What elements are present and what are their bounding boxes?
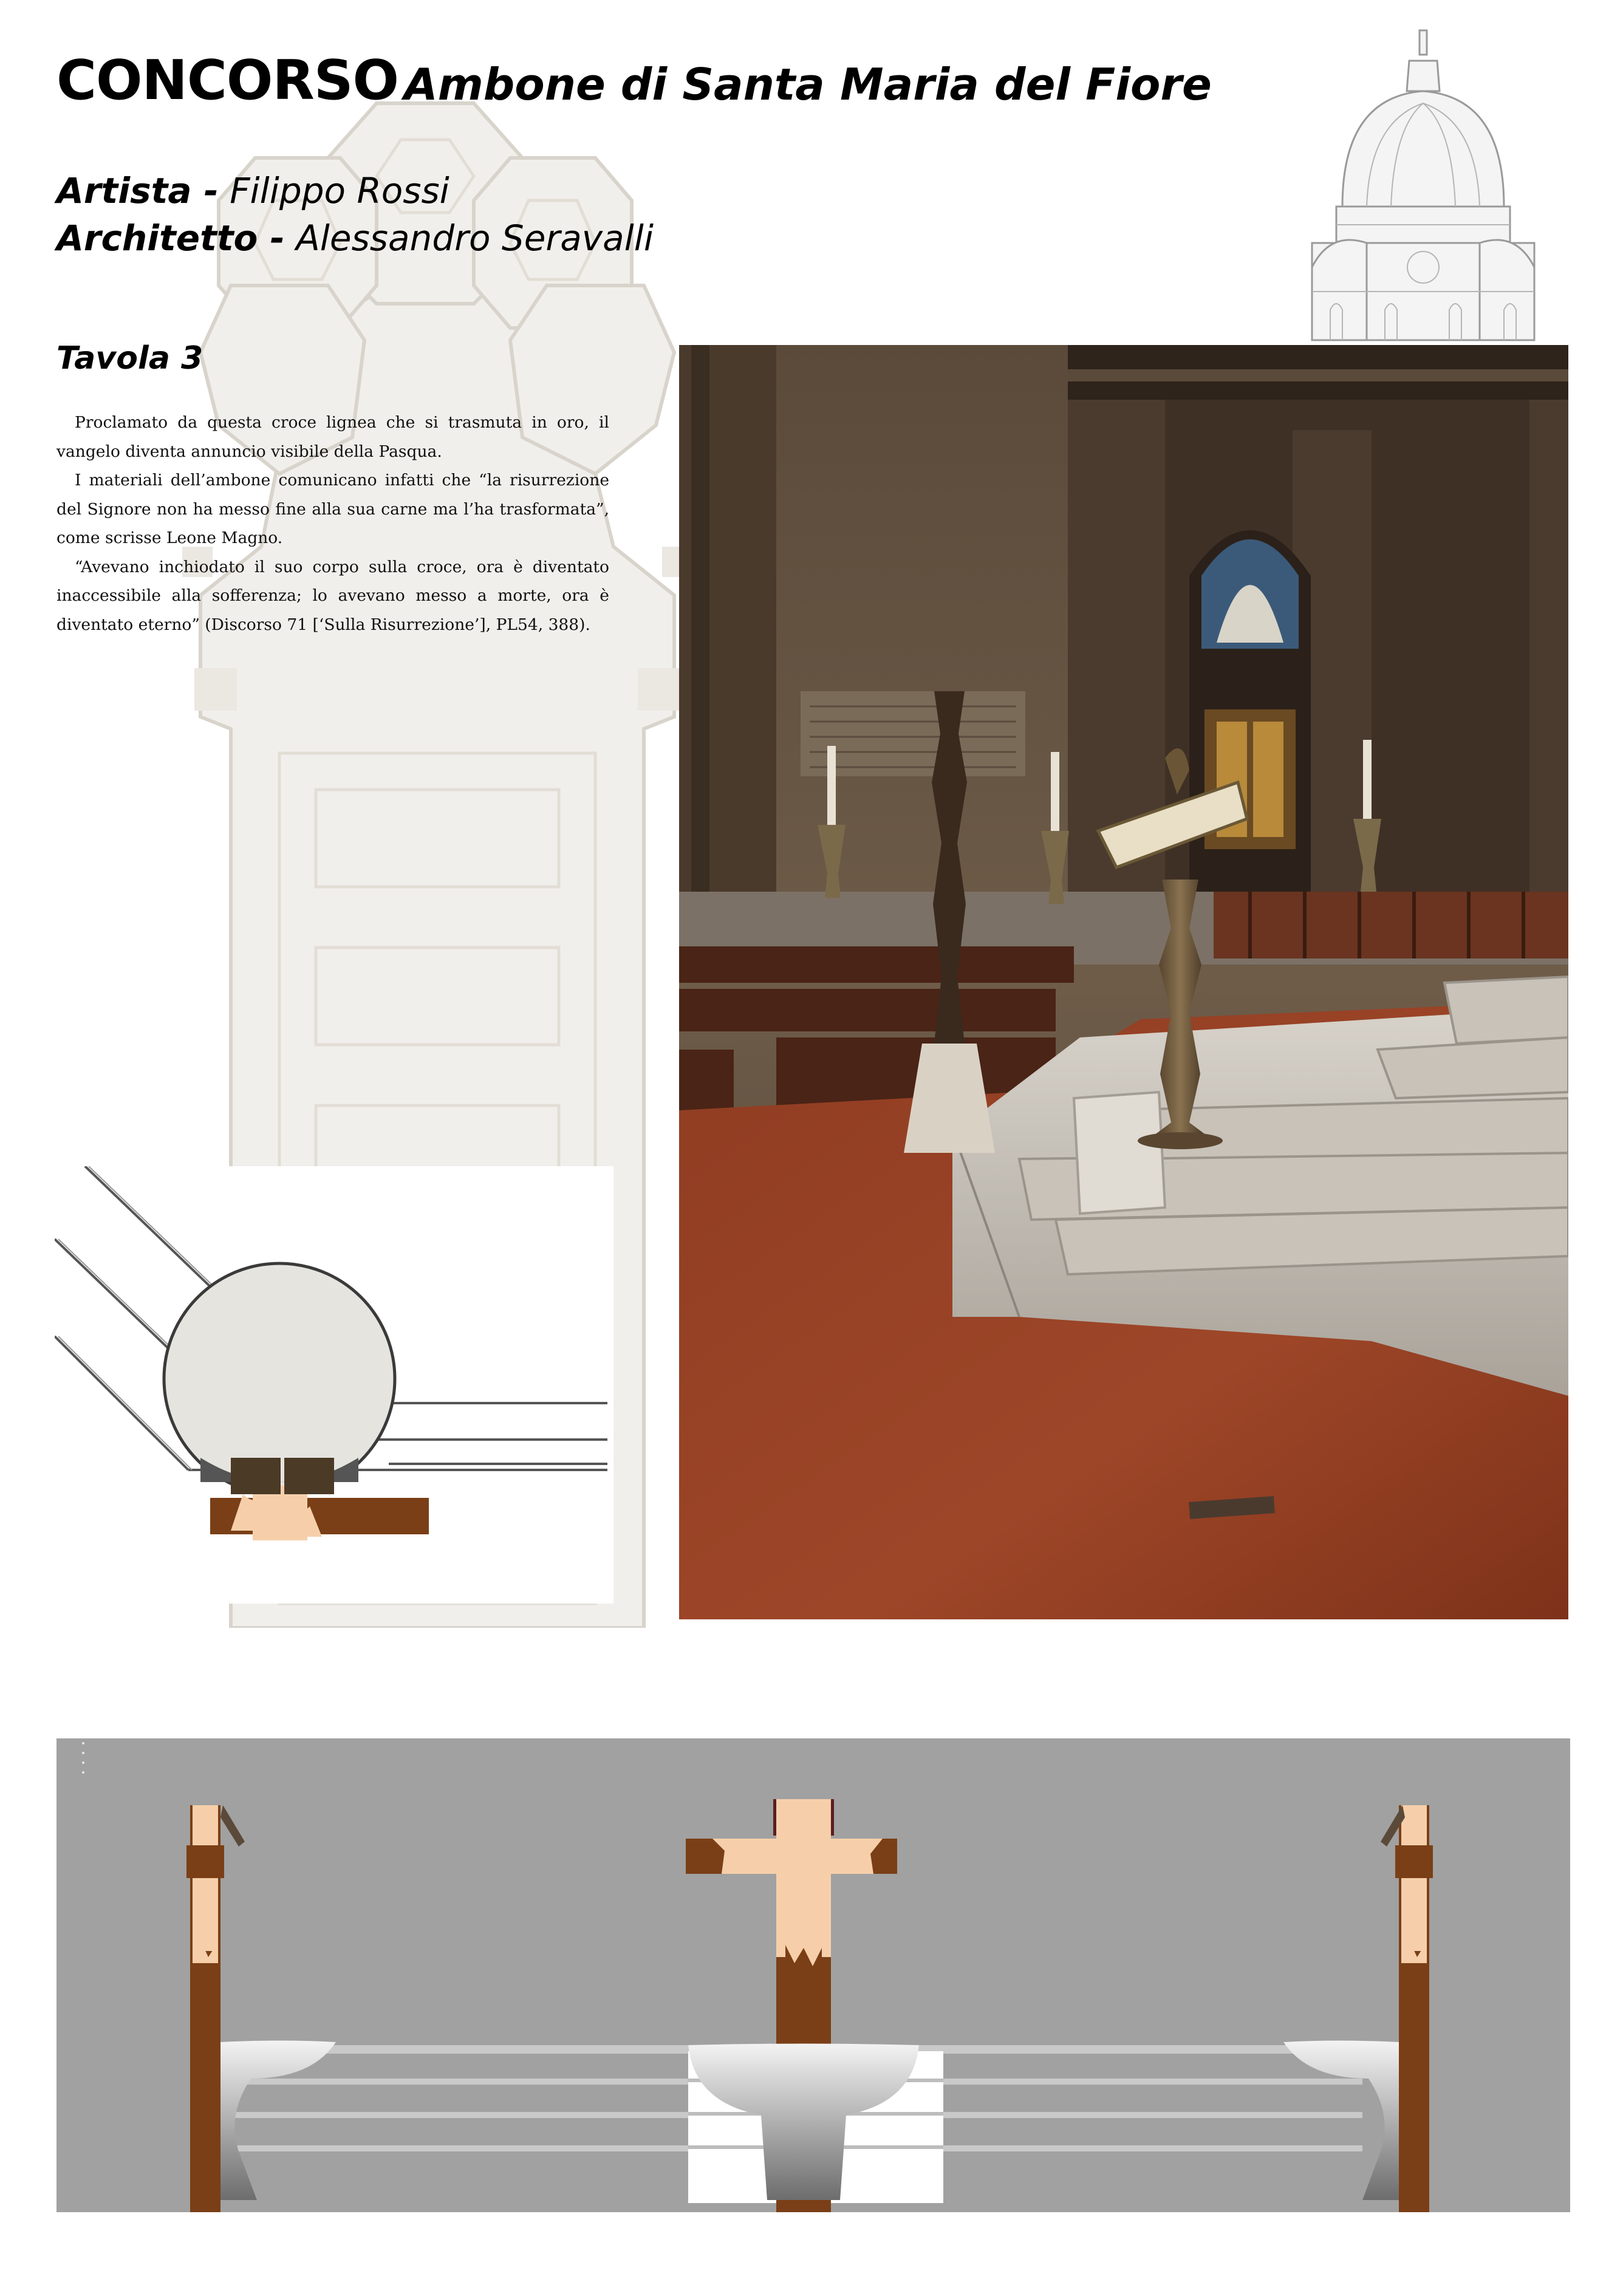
- artist-label: Artista -: [56, 170, 219, 211]
- cathedral-interior-photo: [679, 345, 1568, 1619]
- body-paragraph: Proclamato da questa croce lignea che si trasmuta in oro, il vangelo diventa annuncio visibile della Pasqua.: [56, 413, 609, 461]
- dome-illustration: [1294, 24, 1561, 346]
- ambo-elevation-drawing: [56, 1738, 1570, 2212]
- section-title: Tavola 3: [56, 340, 203, 377]
- artist-credit: [56, 170, 449, 211]
- architect-credit: [56, 217, 654, 259]
- artist-name: Filippo Rossi: [230, 170, 449, 211]
- body-paragraph: I materiali dell’ambone comunicano infatti che “la risurrezione del Signore non ha messo fine alla sua carne ma l’ha trasformata”, come scrisse Leone Magno.: [56, 471, 609, 547]
- body-text: [56, 408, 609, 639]
- ambo-plan-view-drawing: [55, 1166, 613, 1604]
- architect-name: Alessandro Seravalli: [296, 217, 654, 259]
- body-paragraph: “Avevano inchiodato il suo corpo sulla croce, ora è diventato inaccessibile alla sofferenza; lo avevano messo a morte, ora è diventato eterno” (Discorso 71 [‘Sulla Risurrezione’], PL54, 388).: [56, 557, 609, 634]
- page-title: CONCORSO: [56, 49, 399, 112]
- architect-label: Architetto -: [56, 217, 285, 259]
- page-subtitle: Ambone di Santa Maria del Fiore: [404, 59, 1212, 110]
